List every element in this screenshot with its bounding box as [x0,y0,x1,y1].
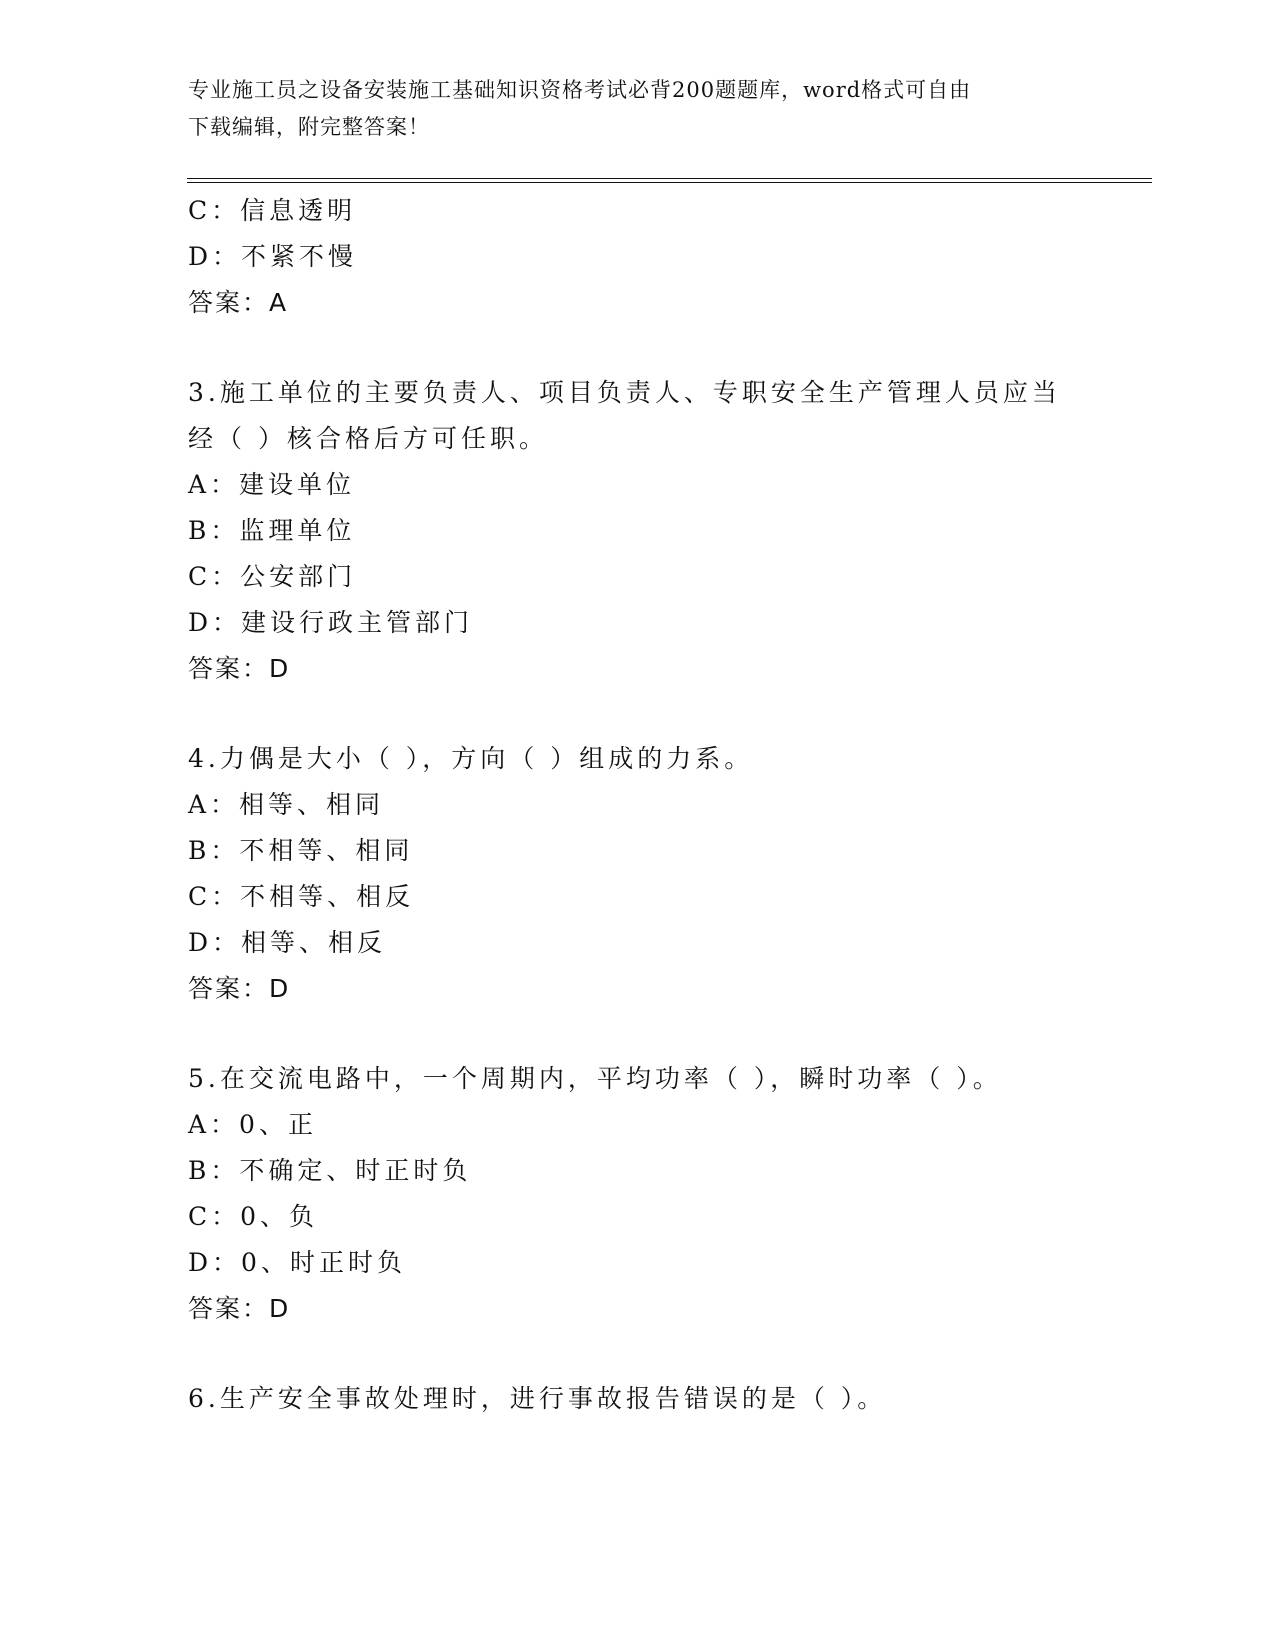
header-divider-top [187,178,1152,179]
option-d: D：0、时正时负 [188,1248,406,1277]
question-stem: 6.生产安全事故处理时，进行事故报告错误的是（ ）。 [188,1384,887,1413]
question-4 [188,736,1138,1012]
question-6 [188,1376,1138,1422]
option-b: B：不相等、相同 [188,836,414,865]
option-d: D：建设行政主管部门 [188,608,474,637]
question-5 [188,1056,1138,1332]
question-stem-continued: 经（ ）核合格后方可任职。 [188,424,548,453]
answer-label: 答案：D [188,974,291,1003]
option-b: B：监理单位 [188,516,356,545]
question-content [188,188,1138,1466]
option-c: C：信息透明 [188,196,357,225]
option-d: D：相等、相反 [188,928,387,957]
option-a: A：相等、相同 [188,790,385,819]
answer-label: 答案：D [188,654,291,683]
document-header [188,72,1068,146]
option-b: B：不确定、时正时负 [188,1156,472,1185]
option-c: C：公安部门 [188,562,357,591]
option-a: A：0、正 [188,1110,317,1139]
question-stem: 5.在交流电路中，一个周期内，平均功率（ ），瞬时功率（ ）。 [188,1064,1002,1093]
header-divider-bottom [187,182,1152,183]
question-stem: 3.施工单位的主要负责人、项目负责人、专职安全生产管理人员应当 [188,378,1061,407]
option-a: A：建设单位 [188,470,356,499]
question-2-tail [188,188,1138,326]
answer-label: 答案：D [188,1294,291,1323]
option-c: C：0、负 [188,1202,319,1231]
header-title-line-1: 专业施工员之设备安装施工基础知识资格考试必背200题题库，word格式可自由 [188,78,972,102]
option-c: C：不相等、相反 [188,882,415,911]
question-3 [188,370,1138,692]
header-title-line-2: 下载编辑，附完整答案！ [188,115,430,139]
option-d: D：不紧不慢 [188,242,358,271]
question-stem: 4.力偶是大小（ ），方向（ ）组成的力系。 [188,744,754,773]
answer-label: 答案：A [188,288,289,317]
